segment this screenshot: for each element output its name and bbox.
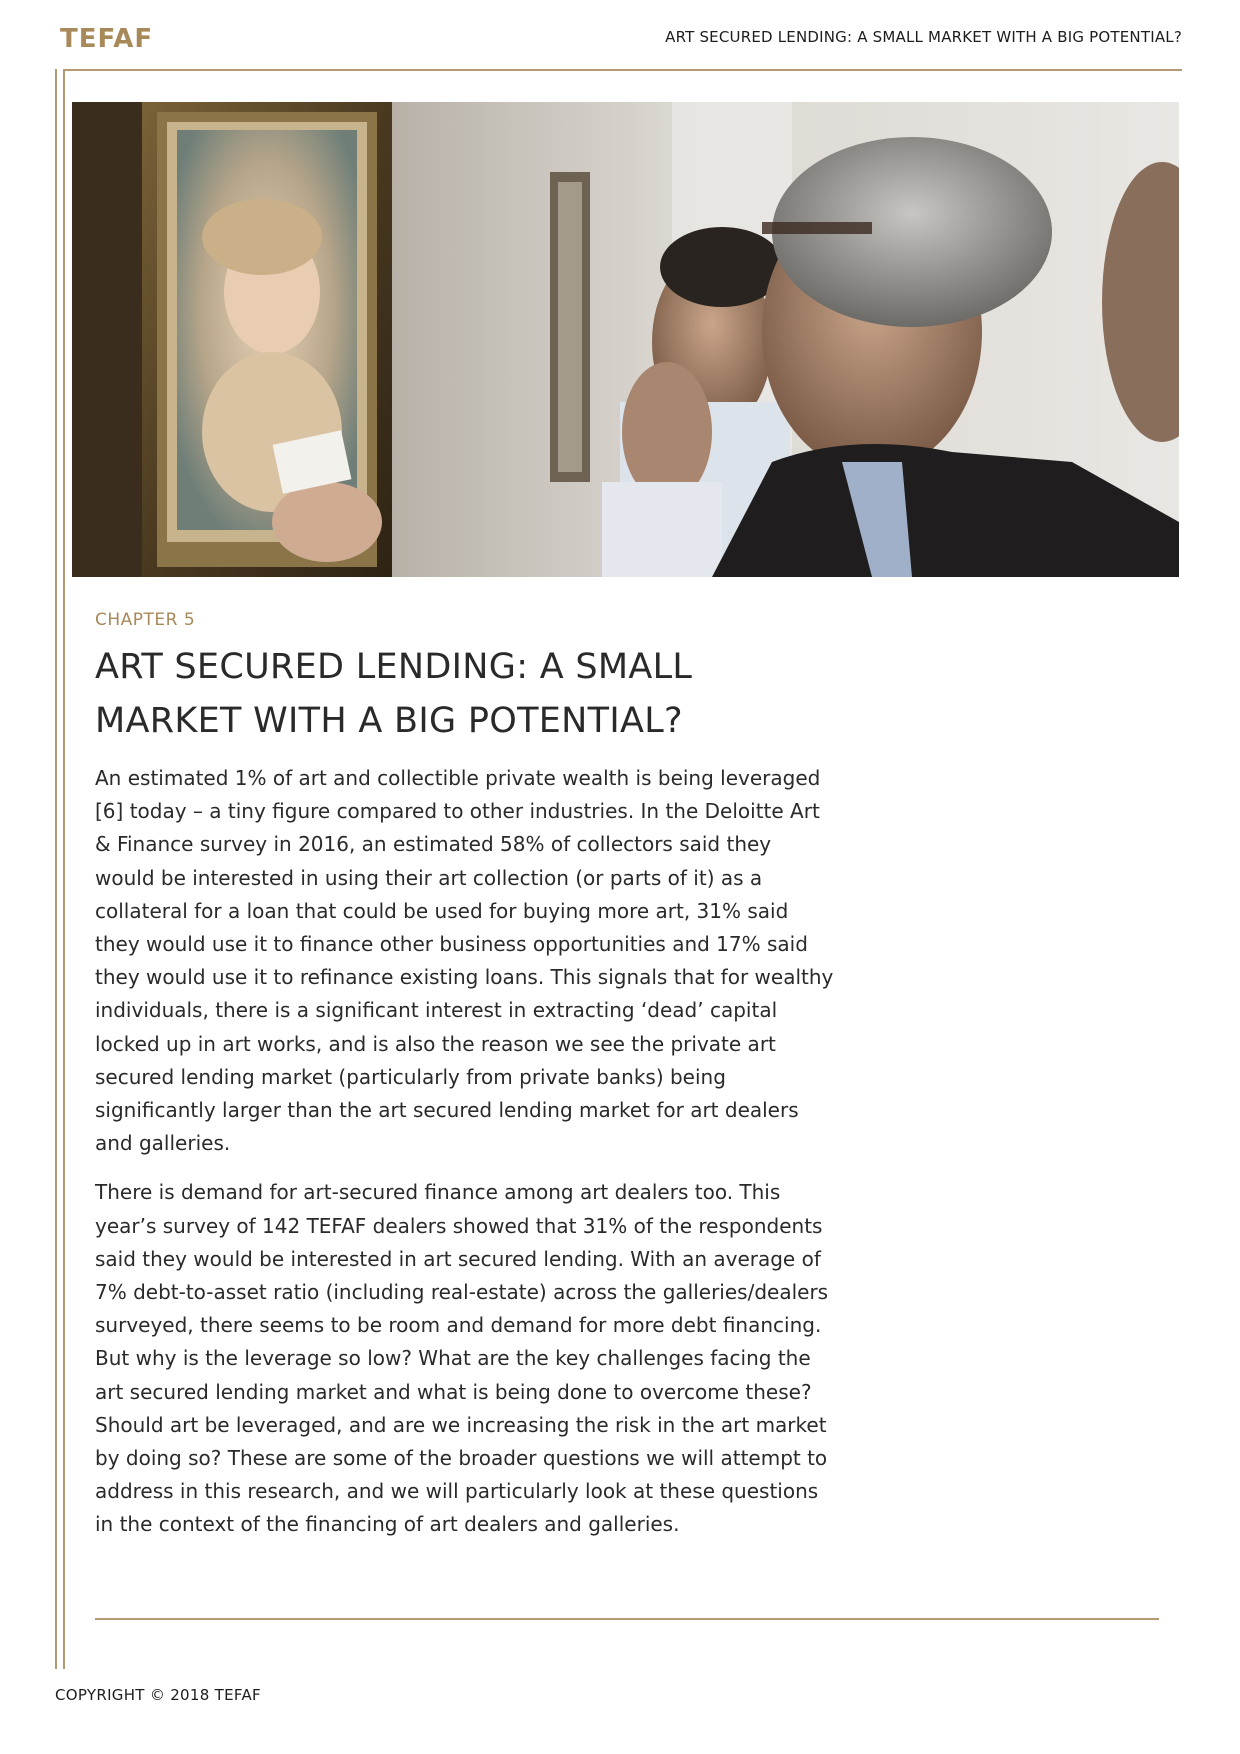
hero-photo — [72, 102, 1179, 577]
running-header-title: ART SECURED LENDING: A SMALL MARKET WITH A BIG POTENTIAL? — [665, 28, 1182, 46]
body-paragraph-2: There is demand for art-secured finance among art dealers too. This year’s survey of 142 TEFAF dealers showed that 31% of the respondents said they would be interested in art secured lending. With an average of 7% debt-to-asset ratio (including real-estate) across the galleries/dealers surveyed, there seems to be room and demand for more debt financing. But why is the leverage so low? What are the key challenges facing the art secured lending market and what is being done to overcome these? Should art be leveraged, and are we increasing the risk in the art market by doing so? These are some of the broader questions we will attempt to address in this research, and we will particularly look at these questions in the context of the financing of art dealers and galleries. — [95, 1180, 829, 1537]
tefaf-logo: TEFAF — [60, 24, 154, 54]
hero-photo-illustration — [72, 102, 1179, 577]
footer-divider — [95, 1618, 1159, 1620]
side-rule-inner — [63, 69, 65, 1669]
header-divider — [64, 69, 1182, 71]
article-content — [95, 610, 835, 1558]
side-rule-outer — [55, 69, 57, 1669]
body-paragraph-1: An estimated 1% of art and collectible private wealth is being leveraged [6] today – a tiny figure compared to other industries. In the Deloitte Art & Finance survey in 2016, an estimated 58% of collectors said they would be interested in using their art collection (or parts of it) as a collateral for a loan that could be used for buying more art, 31% said they would use it to finance other business opportunities and 17% said they would use it to refinance existing loans. This signals that for wealthy individuals, there is a significant interest in extracting ‘dead’ capital locked up in art works, and is also the reason we see the private art secured lending market (particularly from private banks) being significantly larger than the art secured lending market for art dealers and galleries. — [95, 766, 834, 1156]
copyright-notice: COPYRIGHT © 2018 TEFAF — [55, 1686, 261, 1704]
chapter-title: ART SECURED LENDING: A SMALL MARKET WITH A BIG POTENTIAL? — [95, 647, 693, 741]
chapter-label: CHAPTER 5 — [95, 610, 196, 630]
